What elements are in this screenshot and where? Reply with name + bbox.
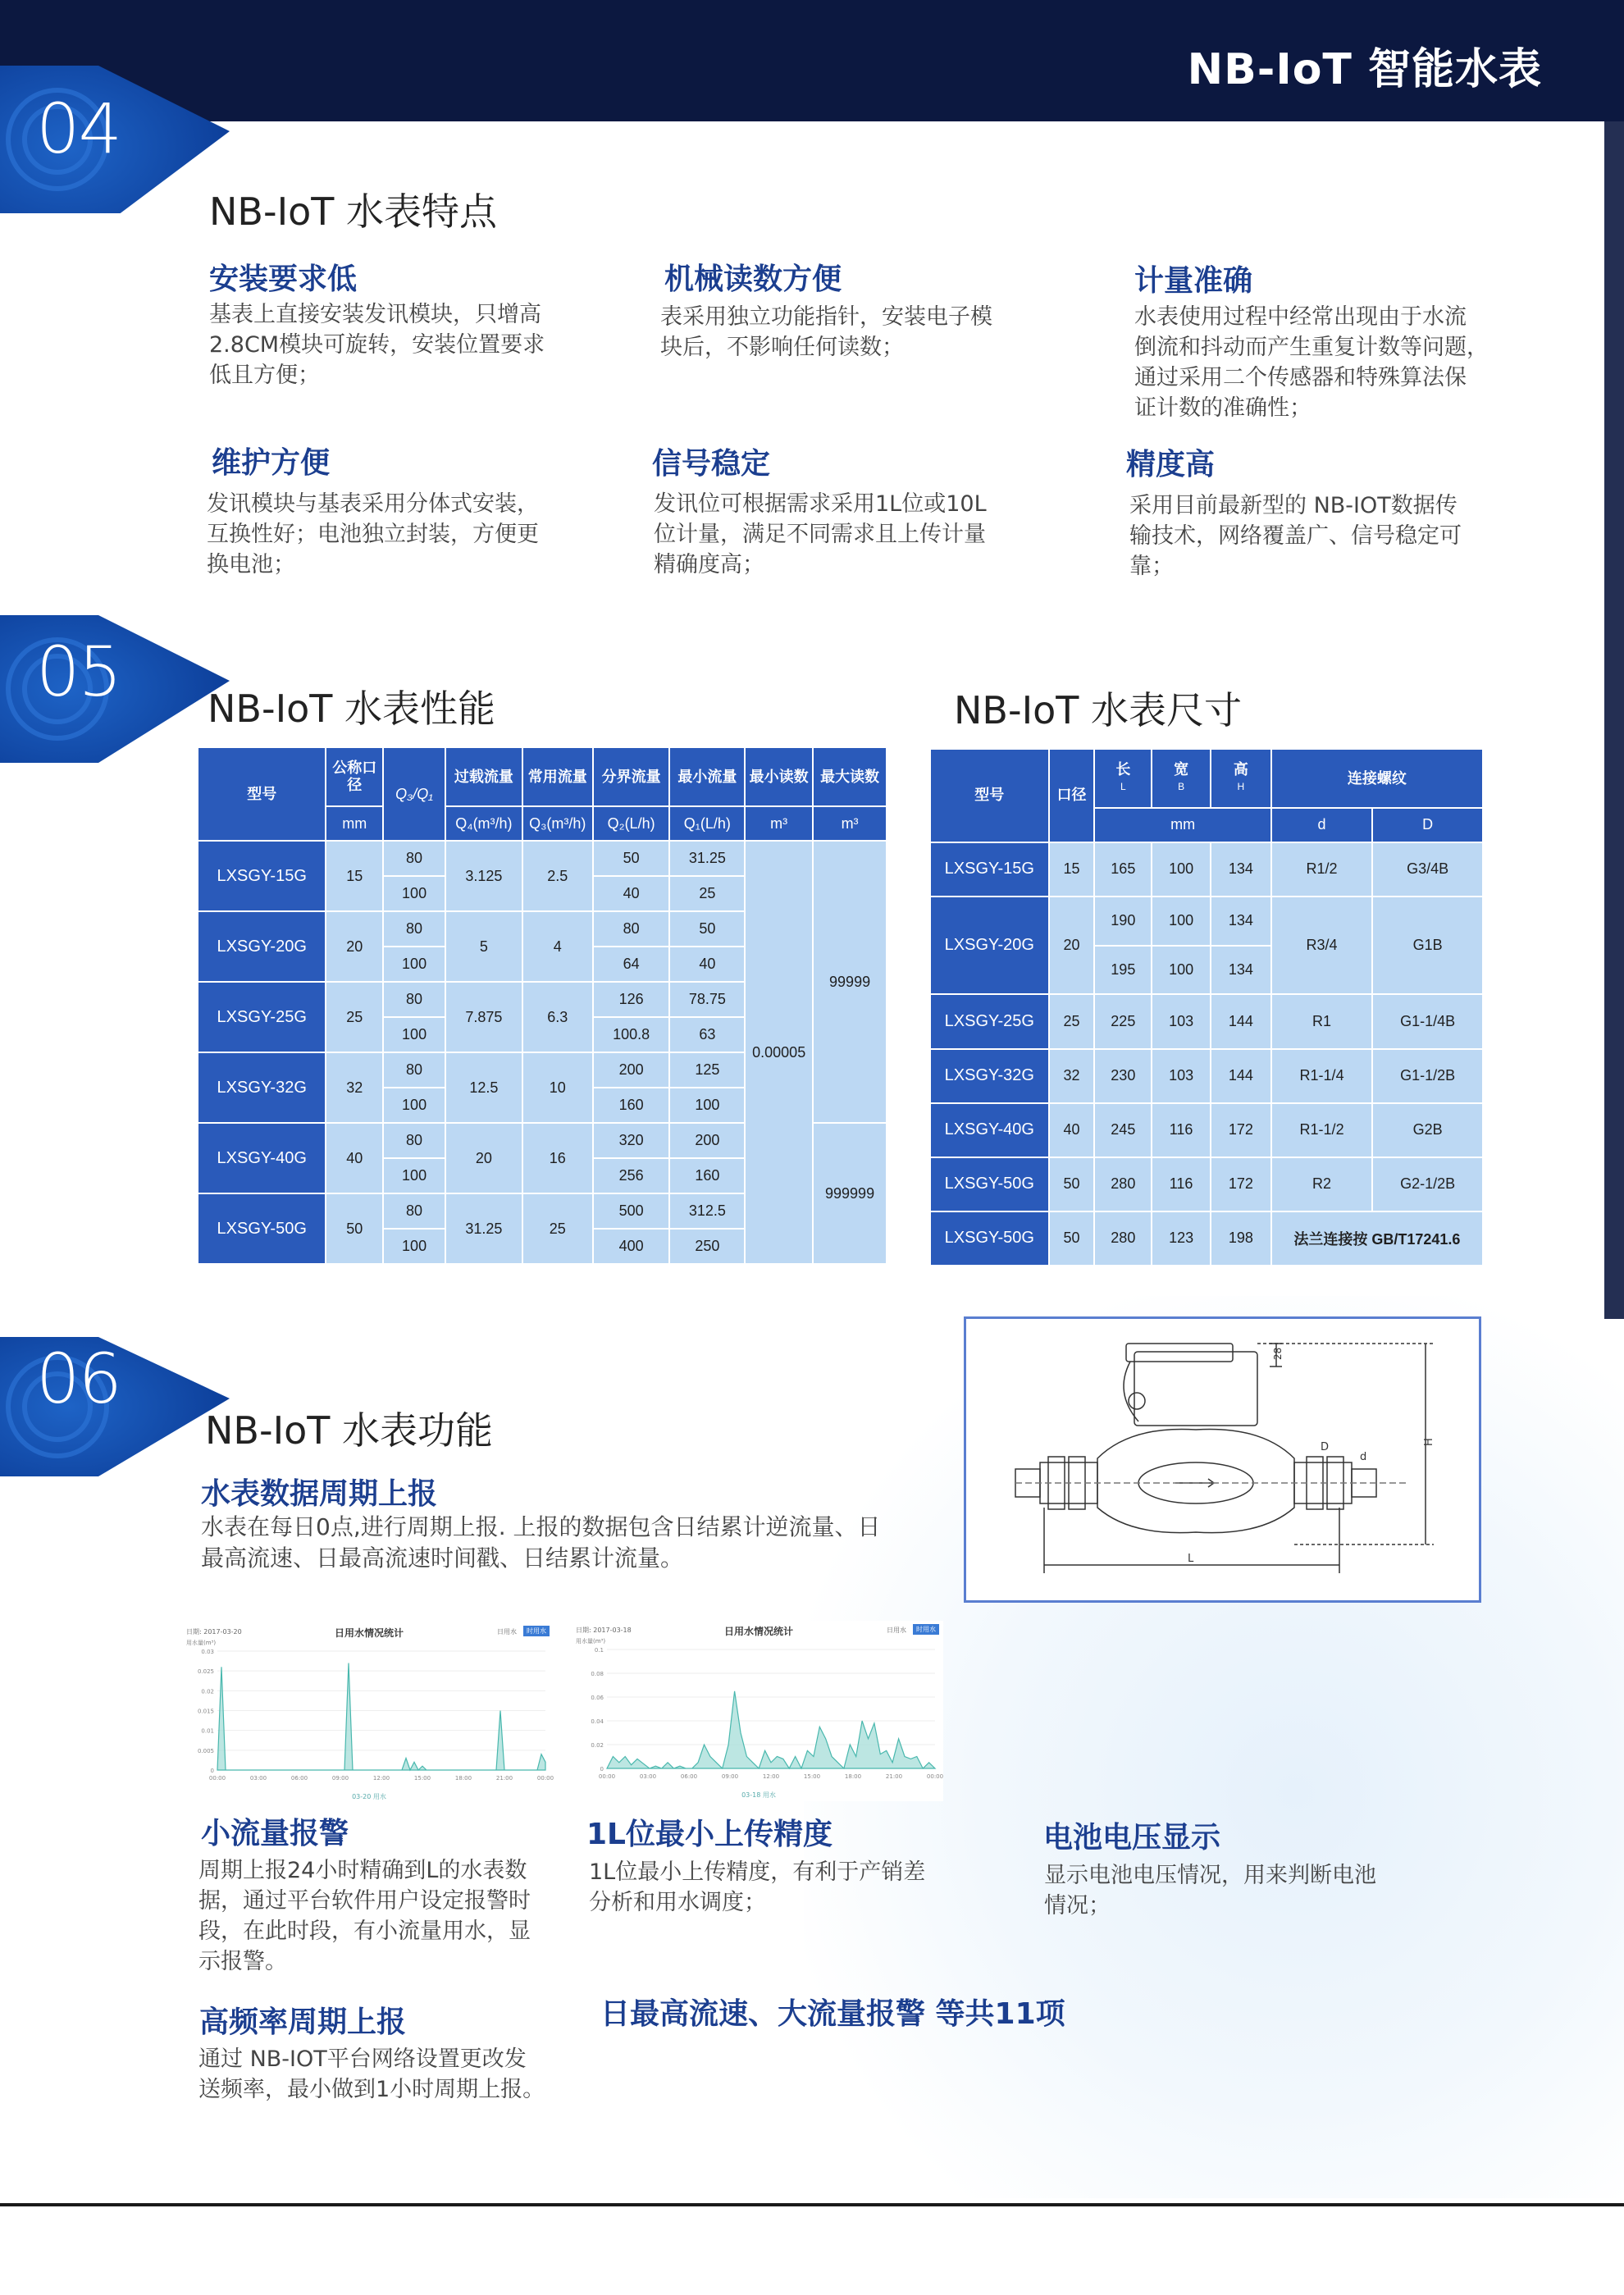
chart-y-tick-label: 0.1 <box>594 1647 604 1654</box>
chart-x-tick-label: 15:00 <box>803 1773 821 1780</box>
perf-header-model: 型号 <box>198 747 326 841</box>
section-number-05: 05 <box>36 632 121 712</box>
function-text-small-flow-alarm: 周期上报24小时精确到L的水表数 据，通过平台软件用户设定报警时 段，在此时段，有小流量用水，显 示报警。 <box>198 1858 531 1974</box>
diagram-label-h: H <box>1423 1438 1435 1446</box>
dim-b-15g: 100 <box>1152 842 1211 897</box>
perf-q4-15g: 3.125 <box>445 841 522 911</box>
dim-model-20g: LXSGY-20G <box>930 897 1049 995</box>
perf-model-15g: LXSGY-15G <box>198 841 326 911</box>
dim-b-25g: 103 <box>1152 994 1211 1048</box>
perf-header-min-read: 最小读数 <box>745 747 813 806</box>
perf-q3-32g: 10 <box>522 1052 593 1123</box>
dim-b-32g: 103 <box>1152 1049 1211 1103</box>
perf-header-q3: 常用流量 <box>522 747 593 806</box>
chart-area-series <box>217 1663 545 1771</box>
dim-header-dn: 口径 <box>1049 749 1095 842</box>
perf-q2-25g-b: 100.8 <box>593 1017 670 1052</box>
dim-dn-40g: 40 <box>1049 1103 1095 1157</box>
chart-y-tick-label: 0.08 <box>591 1671 604 1677</box>
chart-2-day-button[interactable]: 日用水 <box>887 1627 906 1634</box>
perf-q1-50g-a: 312.5 <box>669 1193 745 1229</box>
dim-l-20g-a: 190 <box>1094 897 1152 946</box>
chart-2-plot <box>574 1621 943 1801</box>
perf-q3-15g: 2.5 <box>522 841 593 911</box>
perf-dn-15g: 15 <box>326 841 383 911</box>
dim-model-50g-flange: LXSGY-50G <box>930 1211 1049 1266</box>
feature-text-maintenance: 发讯模块与基表采用分体式安装， 互换性好；电池独立封装，方便更 换电池； <box>207 491 539 577</box>
perf-header-max-read: 最大读数 <box>813 747 887 806</box>
dim-D-32g: G1-1/2B <box>1372 1049 1483 1103</box>
perf-header-dn: 公称口径 <box>326 747 383 806</box>
perf-q1-25g-b: 63 <box>669 1017 745 1052</box>
function-title-1l-precision: 1L位最小上传精度 <box>586 1818 833 1851</box>
chart-1-hour-button[interactable]: 时用水 <box>523 1626 550 1636</box>
dim-d-20g: R3/4 <box>1271 897 1373 995</box>
perf-q4-40g: 20 <box>445 1123 522 1193</box>
dim-h-40g: 172 <box>1211 1103 1271 1157</box>
perf-ratio-15g-b: 100 <box>383 876 445 911</box>
dim-header-D: D <box>1372 808 1483 842</box>
perf-q1-20g-a: 50 <box>669 911 745 947</box>
dim-D-15g: G3/4B <box>1372 842 1483 897</box>
perf-ratio-20g-b: 100 <box>383 947 445 982</box>
feature-text-install: 基表上直接安装发讯模块，只增高 2.8CM模块可旋转，安装位置要求 低且方便； <box>209 302 545 388</box>
feature-title-install: 安装要求低 <box>209 262 358 296</box>
perf-dn-20g: 20 <box>326 911 383 982</box>
dim-l-40g: 245 <box>1094 1103 1152 1157</box>
dim-dn-20g: 20 <box>1049 897 1095 995</box>
dim-header-d: d <box>1271 808 1373 842</box>
perf-q2-50g-b: 400 <box>593 1229 670 1264</box>
chart-2-ylabel: 用水量(m³) <box>576 1638 606 1645</box>
chart-x-tick-label: 03:00 <box>249 1775 267 1782</box>
perf-ratio-40g-a: 80 <box>383 1123 445 1158</box>
perf-header-q4: 过载流量 <box>445 747 522 806</box>
dim-d-25g: R1 <box>1271 994 1373 1048</box>
perf-dn-40g: 40 <box>326 1123 383 1193</box>
feature-title-maintenance: 维护方便 <box>212 446 331 480</box>
chart-x-tick-label: 18:00 <box>454 1775 472 1782</box>
perf-ratio-40g-b: 100 <box>383 1158 445 1193</box>
dim-D-50g: G2-1/2B <box>1372 1157 1483 1211</box>
chart-1-ylabel: 用水量(m³) <box>186 1640 217 1646</box>
chart-x-tick-label: 00:00 <box>598 1773 616 1780</box>
perf-dn-25g: 25 <box>326 982 383 1052</box>
dim-model-50g: LXSGY-50G <box>930 1157 1049 1211</box>
dim-d-50g: R2 <box>1271 1157 1373 1211</box>
perf-q1-20g-b: 40 <box>669 947 745 982</box>
perf-q1-32g-a: 125 <box>669 1052 745 1088</box>
perf-max-read-a: 99999 <box>813 841 887 1123</box>
perf-ratio-50g-b: 100 <box>383 1229 445 1264</box>
chart-1-plot <box>185 1622 554 1803</box>
diagram-label-top: 28 <box>1272 1347 1284 1360</box>
chart-x-tick-label: 06:00 <box>290 1775 308 1782</box>
perf-q2-32g-b: 160 <box>593 1088 670 1123</box>
feature-title-precision: 精度高 <box>1126 448 1216 481</box>
perf-q1-25g-a: 78.75 <box>669 982 745 1017</box>
chart-2-legend: 03-18 用水 <box>741 1791 776 1799</box>
chart-y-tick-label: 0.06 <box>591 1695 604 1701</box>
chart-x-tick-label: 12:00 <box>762 1773 780 1780</box>
dim-l-50g-flange: 280 <box>1094 1211 1152 1266</box>
chart-area-series <box>607 1691 935 1768</box>
right-edge-strip <box>1604 121 1624 1319</box>
function-title-periodic-report: 水表数据周期上报 <box>201 1477 438 1511</box>
daily-water-chart-1 <box>185 1622 554 1803</box>
chart-x-tick-label: 00:00 <box>536 1775 554 1782</box>
perf-header-ratio: Q₃/Q₁ <box>383 747 445 841</box>
chart-y-tick-label: 0.015 <box>197 1708 214 1715</box>
dim-h-20g-b: 134 <box>1211 946 1271 995</box>
function-text-periodic-report: 水表在每日0点,进行周期上报. 上报的数据包含日结累计逆流量、日 最高流速、日最高流速时间戳、日结累计流量。 <box>201 1513 881 1572</box>
perf-q4-32g: 12.5 <box>445 1052 522 1123</box>
perf-q2-20g-a: 80 <box>593 911 670 947</box>
performance-title: NB-IoT 水表性能 <box>208 687 495 731</box>
perf-sub-q3: Q₃(m³/h) <box>522 806 593 841</box>
chart-y-tick-label: 0 <box>600 1766 604 1773</box>
dim-header-length: 长 L <box>1094 749 1152 808</box>
feature-text-accuracy: 水表使用过程中经常出现由于水流 倒流和抖动而产生重复计数等问题， 通过采用二个传感器和特殊算法保 证计数的准确性； <box>1134 304 1489 421</box>
diagram-label-D: D <box>1321 1441 1330 1453</box>
dim-h-32g: 144 <box>1211 1049 1271 1103</box>
dim-header-model: 型号 <box>930 749 1049 842</box>
perf-q4-25g: 7.875 <box>445 982 522 1052</box>
perf-ratio-25g-b: 100 <box>383 1017 445 1052</box>
dim-h-50g: 172 <box>1211 1157 1271 1211</box>
header-title: NB-IoT 智能水表 <box>1187 45 1542 94</box>
perf-sub-min-unit: m³ <box>745 806 813 841</box>
dim-d-15g: R1/2 <box>1271 842 1373 897</box>
dim-dn-32g: 32 <box>1049 1049 1095 1103</box>
dim-b-50g-flange: 123 <box>1152 1211 1211 1266</box>
section-04-title: NB-IoT 水表特点 <box>209 189 497 234</box>
perf-model-25g: LXSGY-25G <box>198 982 326 1052</box>
meter-diagram <box>964 1316 1481 1603</box>
chart-x-tick-label: 00:00 <box>208 1775 226 1782</box>
chart-y-tick-label: 0.025 <box>197 1668 214 1676</box>
perf-q3-25g: 6.3 <box>522 982 593 1052</box>
chart-1-date: 日期: 2017-03-20 <box>186 1628 242 1636</box>
chart-1-day-button[interactable]: 日用水 <box>497 1628 517 1636</box>
chart-y-tick-label: 0.01 <box>201 1727 214 1735</box>
dim-D-40g: G2B <box>1372 1103 1483 1157</box>
dim-l-32g: 230 <box>1094 1049 1152 1103</box>
dim-thread-flange: 法兰连接按 GB/T17241.6 <box>1271 1211 1483 1266</box>
perf-q3-50g: 25 <box>522 1193 593 1264</box>
perf-dn-50g: 50 <box>326 1193 383 1264</box>
dim-b-20g-b: 100 <box>1152 946 1211 995</box>
chart-x-tick-label: 12:00 <box>372 1775 390 1782</box>
feature-text-precision: 采用目前最新型的 NB-IOT数据传 输技术，网络覆盖广、信号稳定可 靠； <box>1129 493 1462 579</box>
perf-sub-q1: Q₁(L/h) <box>669 806 745 841</box>
daily-water-chart-2 <box>574 1621 943 1801</box>
dim-dn-50g: 50 <box>1049 1157 1095 1211</box>
section-number-06: 06 <box>36 1339 121 1419</box>
chart-x-tick-label: 06:00 <box>680 1773 698 1780</box>
chart-2-hour-button[interactable]: 时用水 <box>913 1624 939 1635</box>
dim-model-15g: LXSGY-15G <box>930 842 1049 897</box>
perf-q2-50g-a: 500 <box>593 1193 670 1229</box>
perf-q4-20g: 5 <box>445 911 522 982</box>
dim-l-50g: 280 <box>1094 1157 1152 1211</box>
chart-x-tick-label: 18:00 <box>844 1773 862 1780</box>
dim-dn-50g-flange: 50 <box>1049 1211 1095 1266</box>
chart-y-tick-label: 0 <box>210 1768 214 1774</box>
chart-x-tick-label: 03:00 <box>639 1773 657 1780</box>
perf-q2-40g-a: 320 <box>593 1123 670 1158</box>
perf-q1-32g-b: 100 <box>669 1088 745 1123</box>
dim-d-32g: R1-1/4 <box>1271 1049 1373 1103</box>
function-text-battery-voltage: 显示电池电压情况，用来判断电池 情况； <box>1044 1863 1376 1919</box>
chart-2-title: 日用水情况统计 <box>723 1626 793 1637</box>
header-bar <box>0 0 1624 121</box>
perf-q2-15g-b: 40 <box>593 876 670 911</box>
dim-b-20g-a: 100 <box>1152 897 1211 946</box>
function-title-battery-voltage: 电池电压显示 <box>1043 1821 1221 1855</box>
perf-q1-15g-a: 31.25 <box>669 841 745 876</box>
perf-q4-50g: 31.25 <box>445 1193 522 1264</box>
function-title-high-frequency-report: 高频率周期上报 <box>199 2005 407 2039</box>
dim-l-15g: 165 <box>1094 842 1152 897</box>
dim-header-height: 高 H <box>1211 749 1271 808</box>
chart-y-tick-label: 0.005 <box>197 1747 214 1754</box>
chart-2-date: 日期: 2017-03-18 <box>576 1627 632 1634</box>
feature-title-signal: 信号稳定 <box>652 447 771 481</box>
chart-y-tick-label: 0.02 <box>591 1742 604 1749</box>
perf-sub-q2: Q₂(L/h) <box>593 806 670 841</box>
chart-x-tick-label: 09:00 <box>331 1775 349 1782</box>
dim-model-40g: LXSGY-40G <box>930 1103 1049 1157</box>
dim-D-20g: G1B <box>1372 897 1483 995</box>
section-number-04: 04 <box>36 89 121 169</box>
function-text-high-frequency-report: 通过 NB-IOT平台网络设置更改发 送频率，最小做到1小时周期上报。 <box>198 2046 545 2102</box>
perf-header-q1: 最小流量 <box>669 747 745 806</box>
chart-1-legend: 03-20 用水 <box>352 1793 386 1800</box>
feature-text-signal: 发讯位可根据需求采用1L位或10L 位计量，满足不同需求且上传计量 精确度高； <box>654 491 987 577</box>
footer-rule <box>0 2203 1624 2206</box>
function-text-1l-precision: 1L位最小上传精度，有利于产销差 分析和用水调度； <box>589 1859 926 1915</box>
dim-dn-25g: 25 <box>1049 994 1095 1048</box>
chart-1-title: 日用水情况统计 <box>334 1627 404 1639</box>
perf-ratio-50g-a: 80 <box>383 1193 445 1229</box>
feature-text-reading: 表采用独立功能指针，安装电子模 块后，不影响任何读数； <box>660 304 992 360</box>
function-more-note: 日最高流速、大流量报警 等共11项 <box>600 1997 1065 2031</box>
perf-header-q2: 分界流量 <box>593 747 670 806</box>
dim-header-width: 宽 B <box>1152 749 1211 808</box>
chart-y-tick-label: 0.03 <box>201 1649 214 1655</box>
diagram-label-d: d <box>1360 1451 1367 1463</box>
perf-dn-32g: 32 <box>326 1052 383 1123</box>
dimension-table <box>929 748 1484 1266</box>
perf-sub-max-unit: m³ <box>813 806 887 841</box>
dim-h-15g: 134 <box>1211 842 1271 897</box>
perf-q3-20g: 4 <box>522 911 593 982</box>
chart-y-tick-label: 0.04 <box>591 1718 604 1725</box>
perf-q1-40g-a: 200 <box>669 1123 745 1158</box>
feature-title-accuracy: 计量准确 <box>1134 264 1253 298</box>
dim-d-40g: R1-1/2 <box>1271 1103 1373 1157</box>
perf-min-read: 0.00005 <box>745 841 813 1264</box>
chart-x-tick-label: 00:00 <box>926 1773 943 1780</box>
chart-y-tick-label: 0.02 <box>201 1688 214 1695</box>
perf-ratio-32g-b: 100 <box>383 1088 445 1123</box>
chart-x-tick-label: 21:00 <box>495 1775 513 1782</box>
perf-model-40g: LXSGY-40G <box>198 1123 326 1193</box>
perf-q1-50g-b: 250 <box>669 1229 745 1264</box>
chart-x-tick-label: 21:00 <box>885 1773 903 1780</box>
dim-dn-15g: 15 <box>1049 842 1095 897</box>
diagram-label-l: L <box>1188 1553 1194 1565</box>
chart-x-tick-label: 15:00 <box>413 1775 431 1782</box>
perf-q2-20g-b: 64 <box>593 947 670 982</box>
dim-h-20g-a: 134 <box>1211 897 1271 946</box>
dim-D-25g: G1-1/4B <box>1372 994 1483 1048</box>
perf-sub-q4: Q₄(m³/h) <box>445 806 522 841</box>
perf-q1-15g-b: 25 <box>669 876 745 911</box>
dim-b-50g: 116 <box>1152 1157 1211 1211</box>
feature-title-reading: 机械读数方便 <box>664 262 842 296</box>
performance-table <box>197 746 887 1265</box>
dim-l-25g: 225 <box>1094 994 1152 1048</box>
perf-q2-32g-a: 200 <box>593 1052 670 1088</box>
dim-header-thread: 连接螺纹 <box>1271 749 1483 808</box>
perf-sub-mm: mm <box>326 806 383 841</box>
perf-q2-40g-b: 256 <box>593 1158 670 1193</box>
dimension-title: NB-IoT 水表尺寸 <box>954 688 1242 732</box>
perf-ratio-25g-a: 80 <box>383 982 445 1017</box>
perf-q1-40g-b: 160 <box>669 1158 745 1193</box>
dim-h-50g-flange: 198 <box>1211 1211 1271 1266</box>
perf-model-20g: LXSGY-20G <box>198 911 326 982</box>
dim-h-25g: 144 <box>1211 994 1271 1048</box>
dim-header-unit: mm <box>1094 808 1270 842</box>
perf-q3-40g: 16 <box>522 1123 593 1193</box>
perf-ratio-15g-a: 80 <box>383 841 445 876</box>
perf-max-read-b: 999999 <box>813 1123 887 1264</box>
dim-model-32g: LXSGY-32G <box>930 1049 1049 1103</box>
perf-q2-15g-a: 50 <box>593 841 670 876</box>
chart-x-tick-label: 09:00 <box>721 1773 739 1780</box>
dim-b-40g: 116 <box>1152 1103 1211 1157</box>
dim-l-20g-b: 195 <box>1094 946 1152 995</box>
perf-model-50g: LXSGY-50G <box>198 1193 326 1264</box>
perf-model-32g: LXSGY-32G <box>198 1052 326 1123</box>
dim-model-25g: LXSGY-25G <box>930 994 1049 1048</box>
section-06-title: NB-IoT 水表功能 <box>205 1408 493 1453</box>
perf-ratio-20g-a: 80 <box>383 911 445 947</box>
function-title-small-flow-alarm: 小流量报警 <box>201 1817 349 1850</box>
perf-q2-25g-a: 126 <box>593 982 670 1017</box>
perf-ratio-32g-a: 80 <box>383 1052 445 1088</box>
